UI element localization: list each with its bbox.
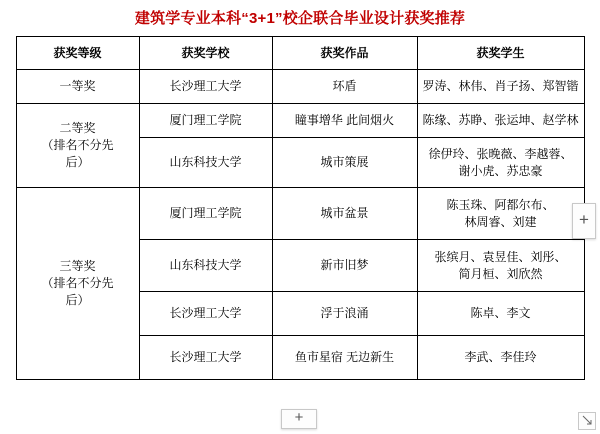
cell-work bbox=[272, 292, 417, 336]
cell-work bbox=[272, 70, 417, 104]
cell-students bbox=[417, 336, 584, 380]
cell-students bbox=[417, 70, 584, 104]
table-row bbox=[16, 188, 584, 240]
cell-work bbox=[272, 188, 417, 240]
column-header-school: 获奖学校 bbox=[139, 37, 272, 70]
cell-grade bbox=[16, 188, 139, 380]
cell-work-line: 浮于浪涌 bbox=[320, 306, 369, 320]
cell-work-line: 新市旧梦 bbox=[320, 258, 369, 272]
table-row bbox=[16, 104, 584, 138]
column-header-students: 获奖学生 bbox=[417, 37, 584, 70]
page-title: 建筑学专业本科“3+1”校企联合毕业设计获奖推荐 bbox=[134, 10, 466, 27]
cell-students bbox=[417, 104, 584, 138]
cell-students-line: 徐伊玲、张晚薇、李越蓉、 bbox=[428, 146, 573, 161]
cell-students-line: 陈缘、苏睁、张运坤、赵学林 bbox=[422, 113, 579, 127]
cell-students-line: 李武、李佳玲 bbox=[464, 350, 537, 364]
cell-school bbox=[139, 70, 272, 104]
cell-grade-line: 三等奖 bbox=[59, 259, 96, 273]
table-header bbox=[16, 37, 584, 70]
cell-school-line: 厦门理工学院 bbox=[169, 206, 242, 220]
add-row-button[interactable]: + bbox=[281, 409, 317, 429]
table-row bbox=[16, 70, 584, 104]
cell-grade-line: （排名不分先 bbox=[41, 138, 114, 152]
cell-grade-line: 后） bbox=[65, 293, 90, 307]
cell-school bbox=[139, 104, 272, 138]
cell-school-line: 山东科技大学 bbox=[169, 258, 242, 272]
cell-students-line: 林周睿、刘建 bbox=[464, 214, 537, 229]
cell-students-line: 简月桓、刘欣然 bbox=[458, 266, 543, 281]
cell-students-line: 罗涛、林伟、肖子扬、郑智锴 bbox=[422, 79, 579, 93]
cell-students bbox=[417, 138, 584, 188]
cell-work bbox=[272, 104, 417, 138]
cell-students bbox=[417, 188, 584, 240]
cell-school-line: 厦门理工学院 bbox=[169, 113, 242, 127]
cell-work-line: 鱼市星宿 无边新生 bbox=[294, 350, 395, 364]
cell-students-line: 谢小虎、苏忠豪 bbox=[458, 163, 543, 178]
cell-students-line: 张缤月、袁昱佳、刘彤、 bbox=[434, 249, 567, 264]
resize-arrow-icon bbox=[582, 415, 592, 425]
cell-grade-line: 二等奖 bbox=[59, 121, 96, 135]
cell-students-line: 陈卓、李文 bbox=[470, 306, 531, 320]
cell-work-line: 瞳事增华 此间烟火 bbox=[294, 113, 395, 127]
cell-work-line: 城市策展 bbox=[320, 155, 369, 169]
cell-school bbox=[139, 138, 272, 188]
cell-students bbox=[417, 292, 584, 336]
cell-school-line: 长沙理工大学 bbox=[169, 350, 242, 364]
add-column-button[interactable]: + bbox=[572, 203, 596, 239]
cell-grade bbox=[16, 70, 139, 104]
cell-work bbox=[272, 336, 417, 380]
award-table bbox=[16, 36, 585, 380]
cell-grade-line: 一等奖 bbox=[59, 79, 96, 93]
cell-school-line: 长沙理工大学 bbox=[169, 306, 242, 320]
cell-work bbox=[272, 240, 417, 292]
cell-work-line: 城市盆景 bbox=[320, 206, 369, 220]
cell-students-line: 陈玉珠、阿都尔布、 bbox=[446, 197, 555, 212]
cell-school bbox=[139, 292, 272, 336]
cell-work bbox=[272, 138, 417, 188]
column-header-work: 获奖作品 bbox=[272, 37, 417, 70]
cell-school bbox=[139, 188, 272, 240]
cell-school bbox=[139, 240, 272, 292]
cell-work-line: 环盾 bbox=[332, 79, 357, 93]
cell-students bbox=[417, 240, 584, 292]
cell-school-line: 长沙理工大学 bbox=[169, 79, 242, 93]
cell-grade-line: （排名不分先 bbox=[41, 276, 114, 290]
cell-school-line: 山东科技大学 bbox=[169, 155, 242, 169]
cell-grade bbox=[16, 104, 139, 188]
cell-school bbox=[139, 336, 272, 380]
table-header-row bbox=[16, 37, 584, 70]
resize-table-handle[interactable] bbox=[578, 412, 596, 430]
column-header-grade: 获奖等级 bbox=[16, 37, 139, 70]
cell-grade-line: 后） bbox=[65, 155, 90, 169]
table-body bbox=[16, 70, 584, 380]
